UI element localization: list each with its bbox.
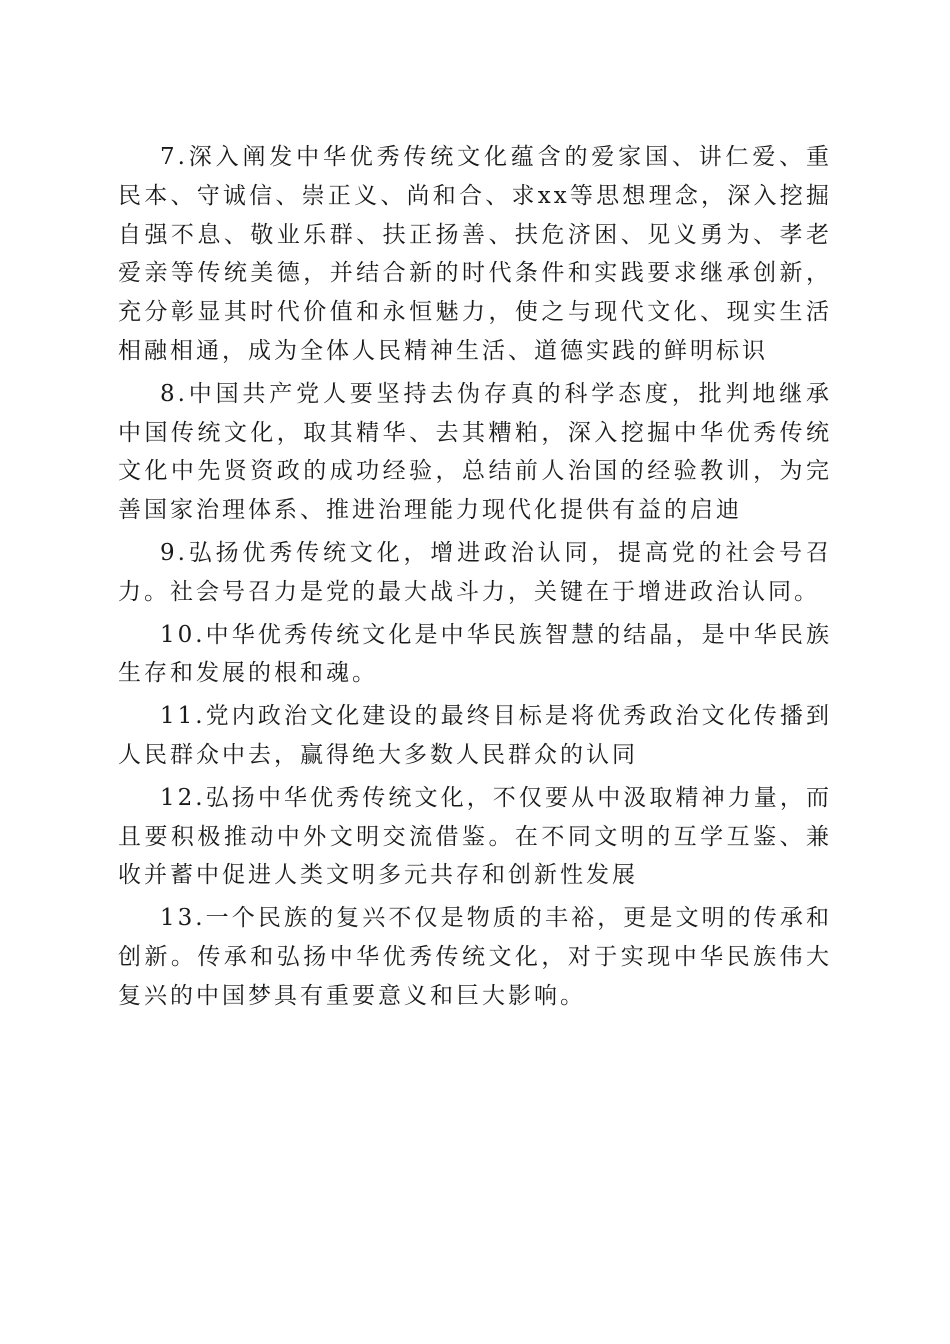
paragraph-8: 8.中国共产党人要坚持去伪存真的科学态度，批判地继承中国传统文化，取其精华、去其糟粕，深入挖掘中华优秀传统文化中先贤资政的成功经验，总结前人治国的经验教训，为完善国家治理体系、推进治理能力现代化提供有益的启迪: [118, 380, 832, 524]
paragraph-13: 13.一个民族的复兴不仅是物质的丰裕，更是文明的传承和创新。传承和弘扬中华优秀传统文化，对于实现中华民族伟大复兴的中国梦具有重要意义和巨大影响。: [118, 905, 832, 1009]
document-body: [118, 138, 832, 1020]
paragraph-9: 9.弘扬优秀传统文化，增进政治认同，提高党的社会号召力。社会号召力是党的最大战斗力，关键在于增进政治认同。: [118, 539, 832, 605]
paragraph-12: 12.弘扬中华优秀传统文化，不仅要从中汲取精神力量，而且要积极推动中外文明交流借鉴。在不同文明的互学互鉴、兼收并蓄中促进人类文明多元共存和创新性发展: [118, 784, 832, 889]
paragraph-10: 10.中华优秀传统文化是中华民族智慧的结晶，是中华民族生存和发展的根和魂。: [118, 621, 832, 687]
paragraph-11: 11.党内政治文化建设的最终目标是将优秀政治文化传播到人民群众中去，赢得绝大多数人民群众的认同: [118, 703, 832, 768]
paragraph-7: 7.深入阐发中华优秀传统文化蕴含的爱家国、讲仁爱、重民本、守诚信、崇正义、尚和合、求xx等思想理念，深入挖掘自强不息、敬业乐群、扶正扬善、扶危济困、见义勇为、孝老爱亲等传统美德，并结合新的时代条件和实践要求继承创新，充分彰显其时代价值和永恒魅力，使之与现代文化、现实生活相融相通，成为全体人民精神生活、道德实践的鲜明标识: [118, 144, 832, 364]
